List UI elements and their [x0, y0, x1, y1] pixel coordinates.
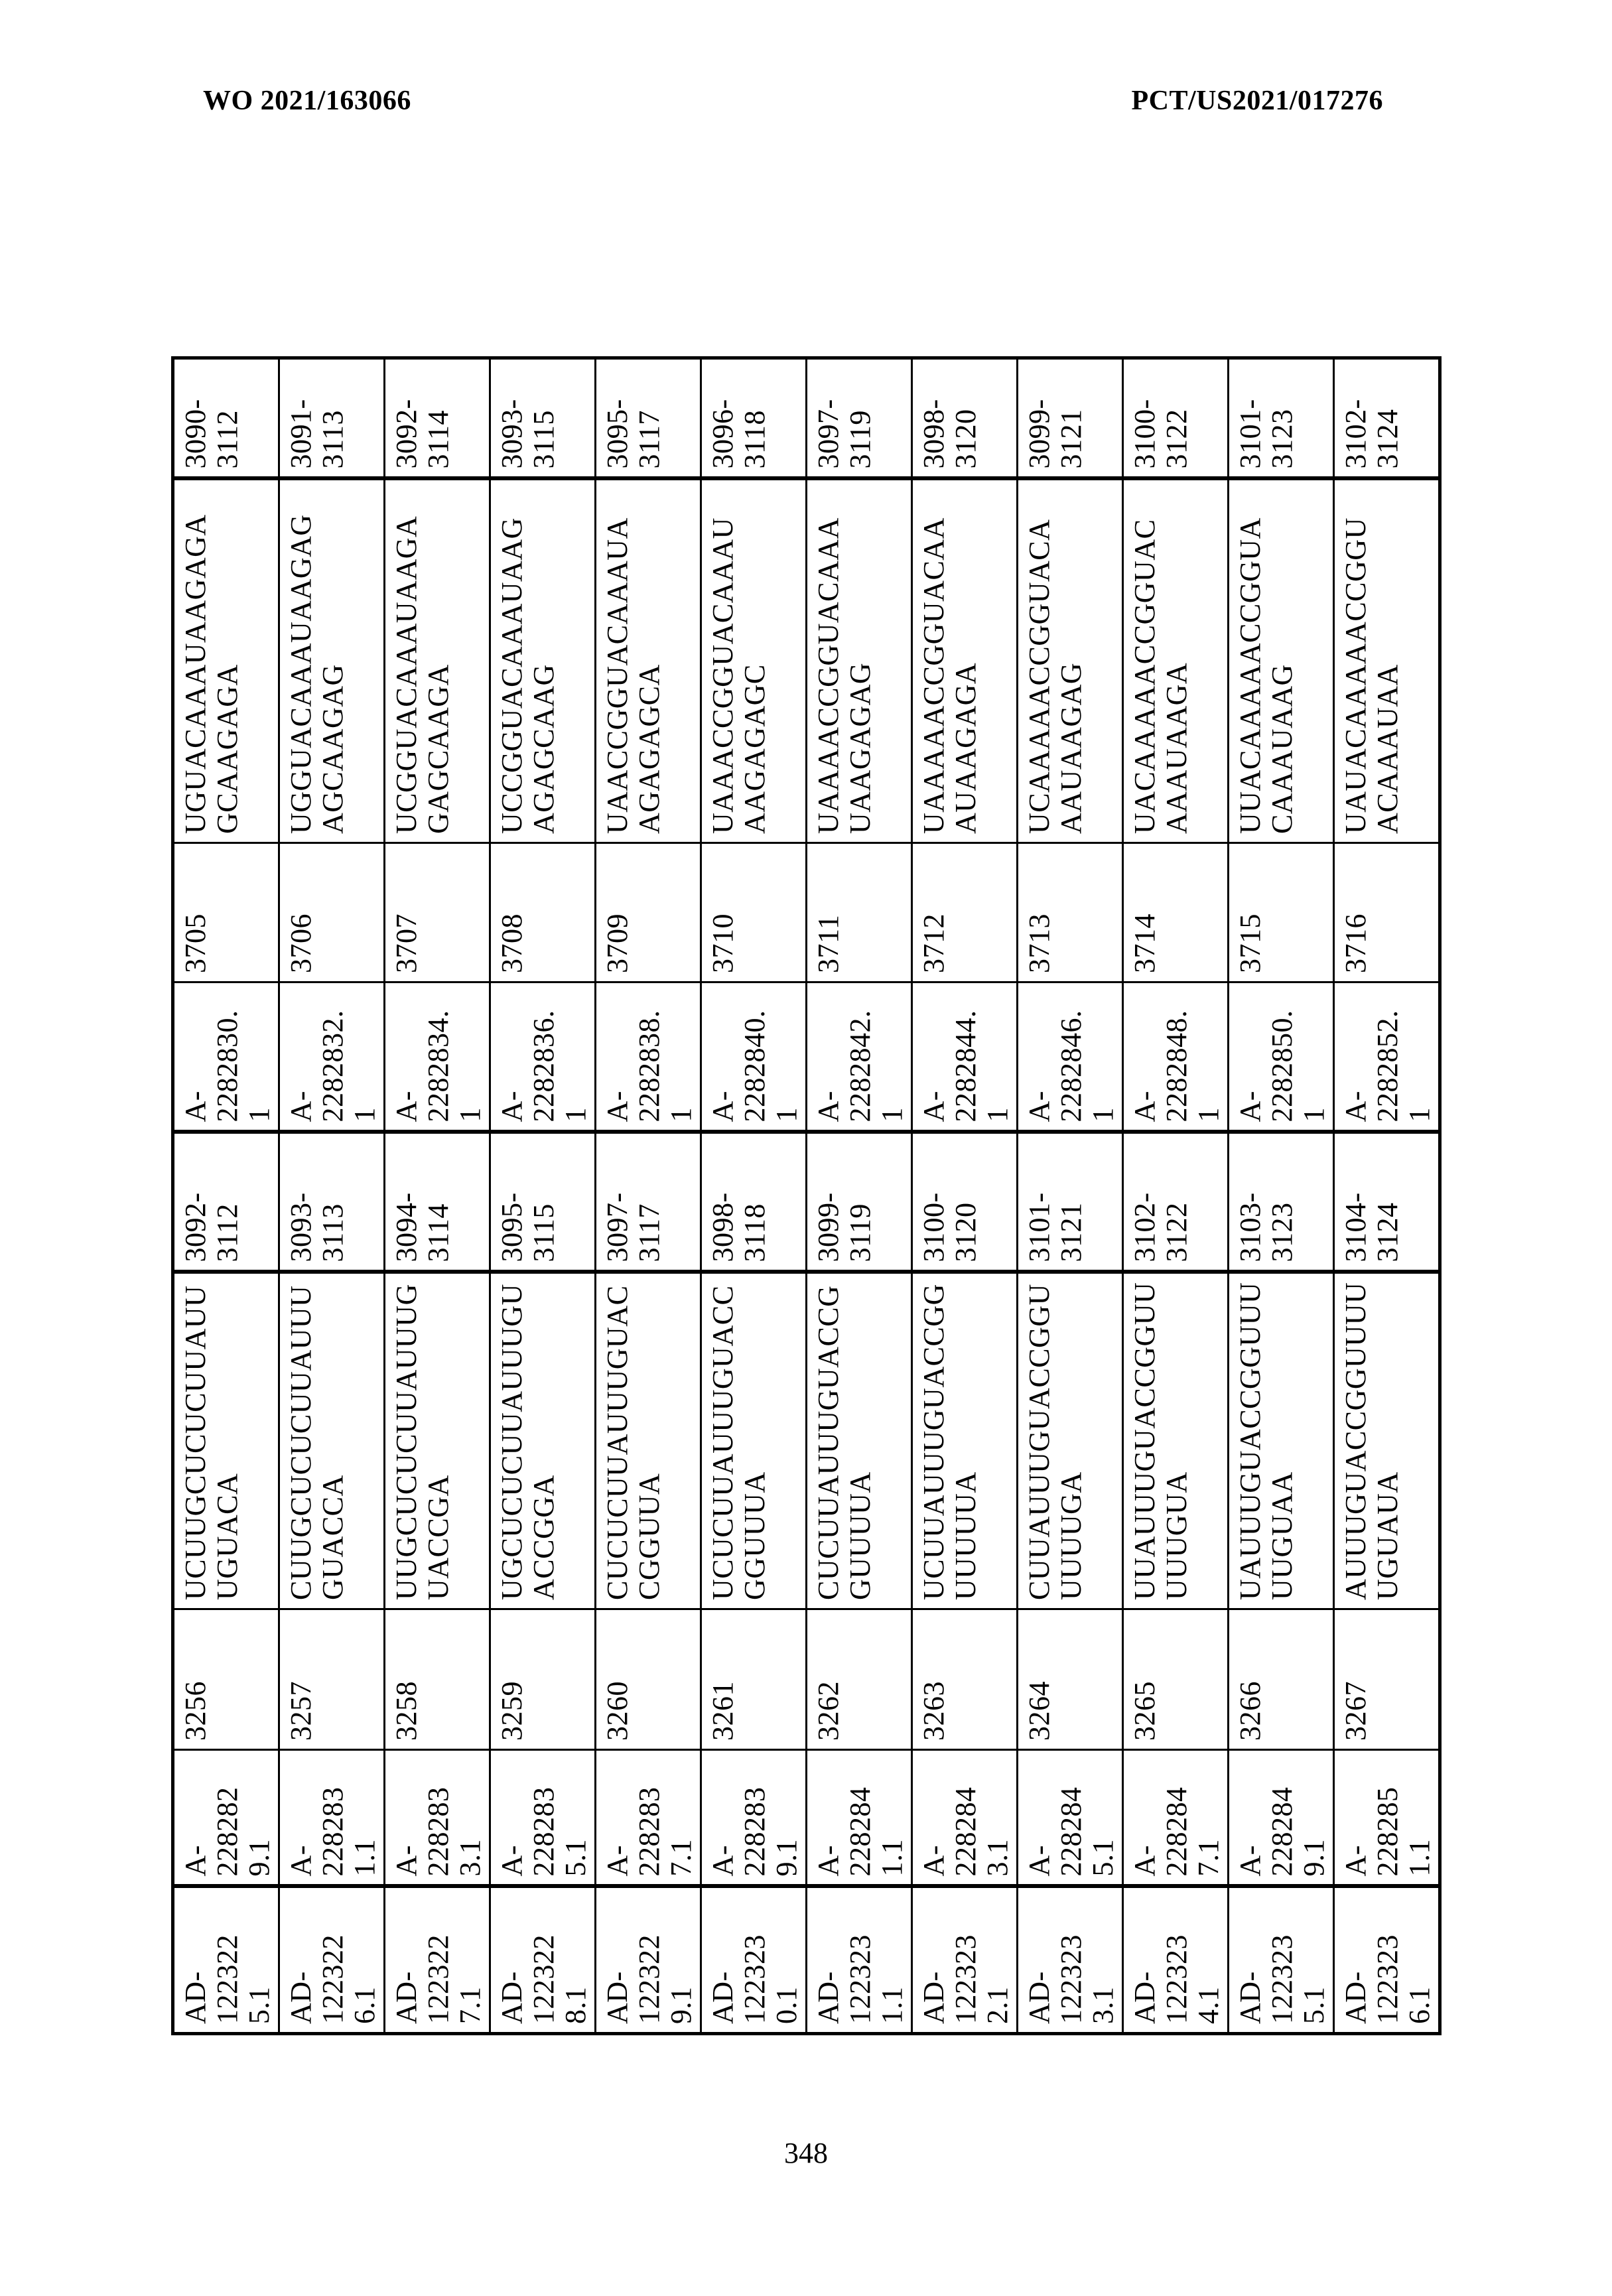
duplex-name-cell: AD- 122323 6.1 [1334, 1887, 1440, 2034]
sense-seq-id-cell: 3262 [807, 1609, 912, 1750]
table-row [490, 358, 596, 2034]
antisense-seq-id-cell: 3709 [596, 843, 701, 982]
sense-sequence-cell: CUUGCUCUCUUAUUU GUACCA [279, 1272, 385, 1609]
sense-oligo-name-cell: A- 228284 7.1 [1123, 1750, 1229, 1887]
duplex-name-cell: AD- 122323 0.1 [701, 1887, 807, 2034]
antisense-oligo-name-cell: A- 2282838. 1 [596, 982, 701, 1132]
sense-range-cell: 3095- 3115 [490, 1132, 596, 1272]
antisense-range-cell: 3093- 3115 [490, 358, 596, 479]
antisense-seq-id-cell: 3715 [1229, 843, 1334, 982]
sense-seq-id-cell: 3258 [385, 1609, 490, 1750]
antisense-oligo-name-cell: A- 2282852. 1 [1334, 982, 1440, 1132]
sense-range-cell: 3104- 3124 [1334, 1132, 1440, 1272]
antisense-oligo-name-cell: A- 2282842. 1 [807, 982, 912, 1132]
antisense-seq-id-cell: 3708 [490, 843, 596, 982]
publication-number: WO 2021/163066 [203, 86, 411, 116]
antisense-sequence-cell: UAAACCGGUACAAAU AAGAGAGC [701, 479, 807, 843]
sense-range-cell: 3097- 3117 [596, 1132, 701, 1272]
sense-oligo-name-cell: A- 228283 3.1 [385, 1750, 490, 1887]
sense-oligo-name-cell: A- 228282 9.1 [173, 1750, 279, 1887]
antisense-range-cell: 3096- 3118 [701, 358, 807, 479]
antisense-range-cell: 3100- 3122 [1123, 358, 1229, 479]
antisense-sequence-cell: UAAAAACCGGUACAA AUAAGAGA [912, 479, 1018, 843]
antisense-seq-id-cell: 3712 [912, 843, 1018, 982]
table-row [701, 358, 807, 2034]
sense-sequence-cell: CUCUCUUAUUUGUAC CGGUUA [596, 1272, 701, 1609]
antisense-seq-id-cell: 3714 [1123, 843, 1229, 982]
sense-range-cell: 3100- 3120 [912, 1132, 1018, 1272]
sense-oligo-name-cell: A- 228284 3.1 [912, 1750, 1018, 1887]
antisense-sequence-cell: UAUACAAAAACCGGU ACAAAUAA [1334, 479, 1440, 843]
sense-sequence-cell: UCUUGCUCUCUUAUU UGUACA [173, 1272, 279, 1609]
antisense-oligo-name-cell: A- 2282834. 1 [385, 982, 490, 1132]
antisense-oligo-name-cell: A- 2282846. 1 [1018, 982, 1123, 1132]
sequence-table-body [173, 358, 1440, 2034]
sense-sequence-cell: UUGCUCUCUUAUUUG UACCGA [385, 1272, 490, 1609]
sense-seq-id-cell: 3259 [490, 1609, 596, 1750]
sense-seq-id-cell: 3263 [912, 1609, 1018, 1750]
sense-seq-id-cell: 3267 [1334, 1609, 1440, 1750]
antisense-range-cell: 3095- 3117 [596, 358, 701, 479]
sense-seq-id-cell: 3260 [596, 1609, 701, 1750]
antisense-range-cell: 3091- 3113 [279, 358, 385, 479]
sense-oligo-name-cell: A- 228283 9.1 [701, 1750, 807, 1887]
sense-seq-id-cell: 3265 [1123, 1609, 1229, 1750]
antisense-seq-id-cell: 3716 [1334, 843, 1440, 982]
antisense-range-cell: 3097- 3119 [807, 358, 912, 479]
antisense-sequence-cell: UCCGGUACAAAUAAG AGAGCAAG [490, 479, 596, 843]
page-number: 348 [784, 2137, 828, 2169]
sense-range-cell: 3102- 3122 [1123, 1132, 1229, 1272]
sense-range-cell: 3103- 3123 [1229, 1132, 1334, 1272]
duplex-name-cell: AD- 122323 3.1 [1018, 1887, 1123, 2034]
antisense-oligo-name-cell: A- 2282836. 1 [490, 982, 596, 1132]
antisense-range-cell: 3099- 3121 [1018, 358, 1123, 479]
sense-seq-id-cell: 3264 [1018, 1609, 1123, 1750]
antisense-sequence-cell: UCAAAAACCGGUACA AAUAAGAG [1018, 479, 1123, 843]
sense-seq-id-cell: 3261 [701, 1609, 807, 1750]
antisense-oligo-name-cell: A- 2282840. 1 [701, 982, 807, 1132]
duplex-name-cell: AD- 122323 1.1 [807, 1887, 912, 2034]
antisense-sequence-cell: UGGUACAAAUAAGAG AGCAAGAG [279, 479, 385, 843]
sense-range-cell: 3099- 3119 [807, 1132, 912, 1272]
sense-oligo-name-cell: A- 228285 1.1 [1334, 1750, 1440, 1887]
antisense-seq-id-cell: 3710 [701, 843, 807, 982]
antisense-oligo-name-cell: A- 2282850. 1 [1229, 982, 1334, 1132]
antisense-range-cell: 3092- 3114 [385, 358, 490, 479]
sense-sequence-cell: UAUUUGUACCGGUUU UUGUAA [1229, 1272, 1334, 1609]
antisense-seq-id-cell: 3713 [1018, 843, 1123, 982]
sense-sequence-cell: UCUUAUUUGUACCGG UUUUUA [912, 1272, 1018, 1609]
sense-oligo-name-cell: A- 228284 5.1 [1018, 1750, 1123, 1887]
antisense-sequence-cell: UAAAACCGGUACAAA UAAGAGAG [807, 479, 912, 843]
antisense-sequence-cell: UCGGUACAAAUAAGA GAGCAAGA [385, 479, 490, 843]
sense-sequence-cell: UCUCUUAUUUGUACC GGUUUA [701, 1272, 807, 1609]
duplex-name-cell: AD- 122323 5.1 [1229, 1887, 1334, 2034]
table-row [912, 358, 1018, 2034]
table-row [385, 358, 490, 2034]
table-row [1123, 358, 1229, 2034]
antisense-seq-id-cell: 3705 [173, 843, 279, 982]
antisense-sequence-cell: UACAAAAACCGGUAC AAAUAAGA [1123, 479, 1229, 843]
sense-oligo-name-cell: A- 228283 5.1 [490, 1750, 596, 1887]
duplex-name-cell: AD- 122322 8.1 [490, 1887, 596, 2034]
antisense-range-cell: 3098- 3120 [912, 358, 1018, 479]
duplex-name-cell: AD- 122323 2.1 [912, 1887, 1018, 2034]
sense-range-cell: 3093- 3113 [279, 1132, 385, 1272]
application-number: PCT/US2021/017276 [1131, 86, 1383, 116]
antisense-range-cell: 3102- 3124 [1334, 358, 1440, 479]
antisense-range-cell: 3101- 3123 [1229, 358, 1334, 479]
antisense-sequence-cell: UGUACAAAUAAGAGA GCAAGAGA [173, 479, 279, 843]
sense-range-cell: 3092- 3112 [173, 1132, 279, 1272]
sense-seq-id-cell: 3256 [173, 1609, 279, 1750]
antisense-range-cell: 3090- 3112 [173, 358, 279, 479]
sequence-table [171, 356, 1442, 2035]
rotated-table-canvas [171, 360, 1450, 2035]
antisense-sequence-cell: UAACCGGUACAAAUA AGAGAGCA [596, 479, 701, 843]
sense-range-cell: 3094- 3114 [385, 1132, 490, 1272]
rotated-table-region [171, 360, 1450, 2035]
antisense-seq-id-cell: 3711 [807, 843, 912, 982]
table-row [1334, 358, 1440, 2034]
antisense-oligo-name-cell: A- 2282832. 1 [279, 982, 385, 1132]
table-row [173, 358, 279, 2034]
duplex-name-cell: AD- 122322 6.1 [279, 1887, 385, 2034]
sense-oligo-name-cell: A- 228284 1.1 [807, 1750, 912, 1887]
sense-range-cell: 3101- 3121 [1018, 1132, 1123, 1272]
antisense-seq-id-cell: 3706 [279, 843, 385, 982]
table-row [1229, 358, 1334, 2034]
table-row [279, 358, 385, 2034]
table-row [807, 358, 912, 2034]
sense-oligo-name-cell: A- 228284 9.1 [1229, 1750, 1334, 1887]
antisense-oligo-name-cell: A- 2282848. 1 [1123, 982, 1229, 1132]
duplex-name-cell: AD- 122323 4.1 [1123, 1887, 1229, 2034]
sense-sequence-cell: AUUUGUACCGGUUUU UGUAUA [1334, 1272, 1440, 1609]
sense-range-cell: 3098- 3118 [701, 1132, 807, 1272]
sense-seq-id-cell: 3266 [1229, 1609, 1334, 1750]
sense-sequence-cell: CUCUUAUUUGUACCG GUUUUA [807, 1272, 912, 1609]
sense-sequence-cell: CUUAUUUGUACCGGU UUUUGA [1018, 1272, 1123, 1609]
sense-oligo-name-cell: A- 228283 7.1 [596, 1750, 701, 1887]
antisense-seq-id-cell: 3707 [385, 843, 490, 982]
table-row [1018, 358, 1123, 2034]
sense-oligo-name-cell: A- 228283 1.1 [279, 1750, 385, 1887]
duplex-name-cell: AD- 122322 9.1 [596, 1887, 701, 2034]
sense-seq-id-cell: 3257 [279, 1609, 385, 1750]
sense-sequence-cell: UUAUUUGUACCGGUU UUUGUA [1123, 1272, 1229, 1609]
antisense-oligo-name-cell: A- 2282844. 1 [912, 982, 1018, 1132]
antisense-oligo-name-cell: A- 2282830. 1 [173, 982, 279, 1132]
duplex-name-cell: AD- 122322 7.1 [385, 1887, 490, 2034]
antisense-sequence-cell: UUACAAAAACCGGUA CAAAUAAG [1229, 479, 1334, 843]
table-row [596, 358, 701, 2034]
sense-sequence-cell: UGCUCUCUUAUUUGU ACCGGA [490, 1272, 596, 1609]
duplex-name-cell: AD- 122322 5.1 [173, 1887, 279, 2034]
